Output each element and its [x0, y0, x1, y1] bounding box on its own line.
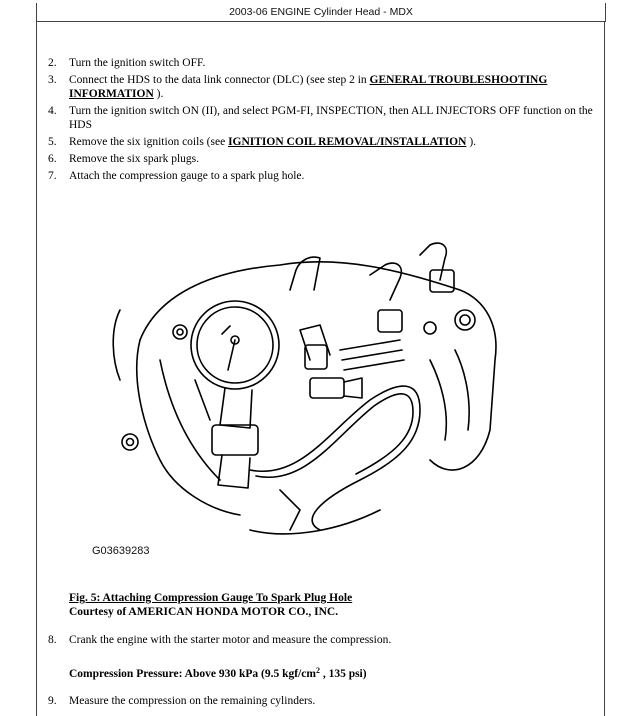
- figure-id-label: G03639283: [92, 545, 150, 557]
- step-text: Turn the ignition switch OFF.: [69, 57, 206, 69]
- gauge-dial-icon: [191, 301, 279, 389]
- compression-spec: Compression Pressure: Above 930 kPa (9.5 kgf/$cm^2$ , 135 psi): [69, 666, 367, 680]
- step-4: 4. Turn the ignition switch ON (II), and select PGM-FI, INSPECTION, then ALL INJECTORS OFF function on the HDS: [48, 105, 593, 131]
- engine-left-edge: [137, 340, 240, 515]
- step-3: 3. Connect the HDS to the data link connector (DLC) (see step 2 in GENERAL TROUBLESHOOTING INFORMATION ).: [48, 74, 548, 100]
- header-title: 2003-06 ENGINE Cylinder Head - MDX: [229, 6, 413, 18]
- engine-block-outline: [140, 262, 496, 470]
- bolt-icon: [122, 434, 138, 450]
- compression-hose: [250, 386, 420, 530]
- step-2: 2. Turn the ignition switch OFF.: [48, 57, 206, 69]
- right-border-line: [604, 21, 605, 716]
- general-troubleshooting-link[interactable]: GENERAL TROUBLESHOOTING INFORMATION: [69, 74, 548, 100]
- caption-courtesy: Courtesy of AMERICAN HONDA MOTOR CO., INC.: [69, 606, 339, 618]
- step-9-list: [48, 694, 598, 711]
- step-text: Turn the ignition switch ON (II), and select PGM-FI, INSPECTION, then ALL INJECTORS OFF function on the HDS: [69, 105, 593, 131]
- step-text: Remove the six spark plugs.: [69, 153, 199, 165]
- bolt-icon: [173, 325, 187, 339]
- spark-plug-tube: [420, 243, 446, 280]
- left-border-line: [36, 21, 37, 716]
- step-text: Measure the compression on the remaining cylinders.: [69, 695, 316, 707]
- step-text: Crank the engine with the starter motor and measure the compression.: [69, 634, 392, 646]
- step-text: Attach the compression gauge to a spark plug hole.: [69, 170, 305, 182]
- figure-caption: [69, 591, 352, 619]
- step-9: 9. Measure the compression on the remaining cylinders.: [48, 695, 316, 707]
- step-6: 6. Remove the six spark plugs.: [48, 153, 199, 165]
- step-5: 5. Remove the six ignition coils (see IGNITION COIL REMOVAL/INSTALLATION ).: [48, 136, 477, 148]
- ignition-coil-link[interactable]: IGNITION COIL REMOVAL/INSTALLATION: [228, 136, 467, 148]
- compression-gauge-illustration: [92, 230, 520, 570]
- procedure-steps: [48, 56, 598, 186]
- step-7: 7. Attach the compression gauge to a spark plug hole.: [48, 170, 305, 182]
- step-8: 8. Crank the engine with the starter motor and measure the compression.: [48, 634, 392, 646]
- step-8-list: [48, 633, 598, 650]
- page-header: [36, 3, 606, 22]
- caption-title: Fig. 5: Attaching Compression Gauge To Spark Plug Hole: [69, 592, 353, 604]
